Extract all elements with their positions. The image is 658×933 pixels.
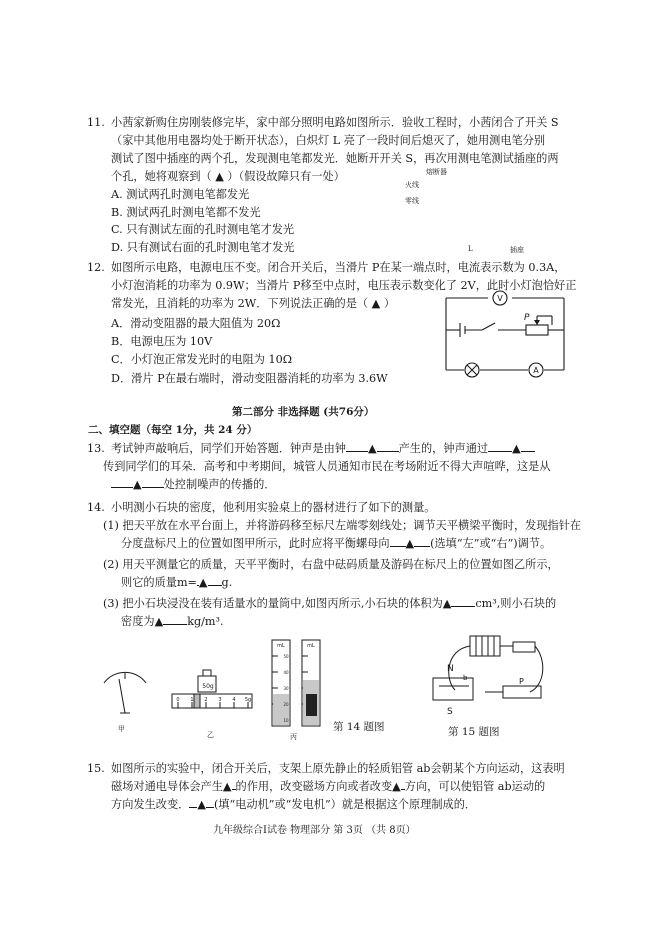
- q12-ammeter-label: A: [533, 366, 539, 375]
- q14-cylinder-tick: 40: [283, 670, 289, 675]
- q11-fig-neutral-label: 零线: [405, 197, 419, 205]
- q12-circuit-diagram: [440, 290, 570, 386]
- answer-blank-mark: ▲: [442, 597, 452, 610]
- answer-blank-mark: ▲: [133, 478, 142, 491]
- q11-option-b: B. 测试两孔时测电笔都不发光: [111, 206, 261, 219]
- q12-option-a: A．滑动变阻器的最大阻值为 20Ω: [111, 317, 281, 330]
- answer-blank-mark: ▲: [222, 780, 232, 793]
- q11-line-2: （家中其他用电器均处于断开状态），白炽灯 L 亮了一段时间后熄灭了，她用测电笔分别: [111, 134, 546, 147]
- q14-step-2-line-1: (2) 用天平测量它的质量，天平平衡时，右盘中砝码质量及游码在标尺上的位置如图乙所示，: [103, 558, 559, 571]
- answer-blank-mark: ▲: [197, 798, 206, 811]
- q13-line-1: 考试钟声敲响后，同学们开始答题．钟声是由钟 ▲ 产生的，钟声通过 ▲: [111, 441, 535, 456]
- q14-figure-caption: 第 14 题图: [333, 721, 385, 733]
- q15-north-pole-label: N: [447, 664, 454, 674]
- q14-step-2-line-2: 则它的质量m= ▲ g.: [121, 576, 233, 589]
- q14-intro: 小明测小石块的密度，他利用实验桌上的器材进行了如下的测量。: [111, 501, 436, 514]
- q11-option-c: C. 只有测试左面的孔时测电笔才发光: [111, 223, 295, 236]
- q12-option-c: C．小灯泡正常发光时的电阻为 10Ω: [111, 353, 293, 366]
- q11-line-3: 测试了图中插座的两个孔，发现测电笔都发光．她断开开关 S，再次用测电笔测试插座的两: [111, 152, 559, 165]
- q11-option-d: D. 只有测试右面的孔时测电笔才发光: [111, 241, 295, 254]
- q12-number: 12.: [87, 261, 105, 274]
- q14-fig-balance-scale: [170, 660, 255, 720]
- q14-scale-tick: 1: [190, 697, 194, 703]
- q13-number: 13.: [87, 442, 105, 455]
- q14-weight-label: 50g: [202, 683, 214, 690]
- q15-line-3: 方向发生改变． ▲ (填“电动机”或“发电机”）就是根据这个原理制成的．: [111, 798, 477, 811]
- q14-cylinder-unit: mL: [307, 643, 315, 649]
- answer-blank-mark: ▲: [154, 615, 164, 628]
- q15-line-1: 如图所示的实验中，闭合开关后，支架上原先静止的轻质铝管 ab会朝某个方向运动，这表明: [111, 762, 565, 775]
- answer-blank-mark: ▲: [512, 442, 521, 455]
- q11-number: 11.: [87, 116, 105, 129]
- q14-fig-pointer-dial: [100, 665, 150, 720]
- q11-fig-fuse-label: 熔断器: [426, 168, 447, 176]
- q14-scale-tick: 4: [232, 697, 236, 703]
- q12-line-1: 如图所示电路，电源电压不变。闭合开关后，当滑片 P在某一端点时，电流表示数为 0.3A，: [111, 261, 566, 274]
- answer-blank-mark: ▲: [405, 537, 415, 550]
- q15-slider-label: P: [519, 677, 524, 686]
- q11-fig-live-label: 火线: [405, 181, 419, 189]
- q15-south-pole-label: S: [447, 707, 453, 717]
- q14-fig-bing-label: 丙: [290, 733, 297, 741]
- q14-cylinder-tick: 50: [283, 654, 289, 659]
- q12-slider-label: P: [524, 313, 530, 323]
- q11-line-1: 小茜家新购住房刚装修完毕，家中部分照明电路如图所示．验收工程时，小茜闭合了开关 S: [111, 116, 559, 129]
- q14-cylinder-unit: mL: [277, 643, 285, 649]
- q15-number: 15.: [87, 762, 105, 775]
- q11-fig-socket-label: 插座: [510, 246, 524, 254]
- q15-motor-experiment-diagram: [425, 630, 550, 718]
- q14-scale-tick: 3: [218, 697, 222, 703]
- answer-blank-mark: ▲: [198, 576, 208, 589]
- q14-fig-measuring-cylinders: [268, 636, 328, 731]
- q15-line-2: 磁场对通电导体会产生▲ 的作用，改变磁场方向或者改变▲ 方向，可以使铝管 ab运动的: [111, 780, 546, 793]
- q14-fig-yi-label: 乙: [207, 731, 214, 739]
- page-footer: 九年级综合Ⅰ试卷 物理部分 第 3页 （共 8页）: [213, 825, 416, 836]
- q14-scale-tick: 2: [204, 697, 208, 703]
- q12-voltmeter-label: V: [497, 294, 503, 303]
- q12-option-b: B．电源电压为 10V: [111, 335, 213, 348]
- q14-step-1-line-2: 分度盘标尺上的位置如图甲所示，此时应将平衡螺母向 ▲ (选填“左”或“右”)调节。: [121, 537, 552, 550]
- q14-cylinder-tick: 30: [283, 686, 289, 691]
- q14-scale-tick: 0: [176, 697, 180, 703]
- q14-step-1-line-1: (1) 把天平放在水平台面上，并将游码移至标尺左端零刻线处；调节天平横梁平衡时，发现指针在: [103, 519, 582, 532]
- q14-fig-jia-label: 甲: [118, 725, 125, 733]
- q14-step-3-line-2: 密度为▲ kg/m³.: [121, 615, 224, 628]
- q15-figure-caption: 第 15 题图: [448, 726, 500, 738]
- q14-scale-tick: 5g: [244, 697, 252, 703]
- q11-option-a: A. 测试两孔时测电笔都发光: [111, 188, 250, 201]
- q12-line-3: 常发光，且消耗的功率为 2W．下列说法正确的是（ ▲ ）: [111, 297, 396, 310]
- q14-number: 14.: [87, 501, 105, 514]
- section-two-title: 二、填空题（每空 1分，共 24 分）: [88, 424, 258, 436]
- q12-line-2: 小灯泡消耗的功率为 0.9W；当滑片 P移至中点时，电压表示数变化了 2V，此时小灯泡恰好正: [111, 279, 577, 292]
- answer-blank-mark: ▲: [392, 780, 401, 793]
- q14-cylinder-tick: 20: [283, 702, 289, 707]
- q11-line-4: 个孔，她将观察到（ ▲ ）（假设故障只有一处）: [111, 170, 345, 183]
- q14-step-3-line-1: (3) 把小石块浸没在装有适量水的量筒中,如图丙所示,小石块的体积为▲ cm³,则小石块的: [103, 597, 557, 610]
- q13-line-3: ▲ 处控制噪声的传播的．: [111, 477, 276, 492]
- answer-blank-mark: ▲: [367, 442, 377, 455]
- q11-fig-lamp-label: L: [468, 245, 473, 253]
- q13-line-2: 传到同学们的耳朵．高考和中考期间，城管人员通知市民在考场附近不得大声喧哗，这是从: [103, 460, 551, 473]
- q15-tube-end-label: b: [463, 674, 468, 682]
- q14-cylinder-tick: 10: [283, 718, 289, 723]
- q12-option-d: D．滑片 P在最右端时，滑动变阻器消耗的功率为 3.6W: [111, 372, 388, 385]
- part-two-title: 第二部分 非选择题 (共76分）: [232, 406, 375, 418]
